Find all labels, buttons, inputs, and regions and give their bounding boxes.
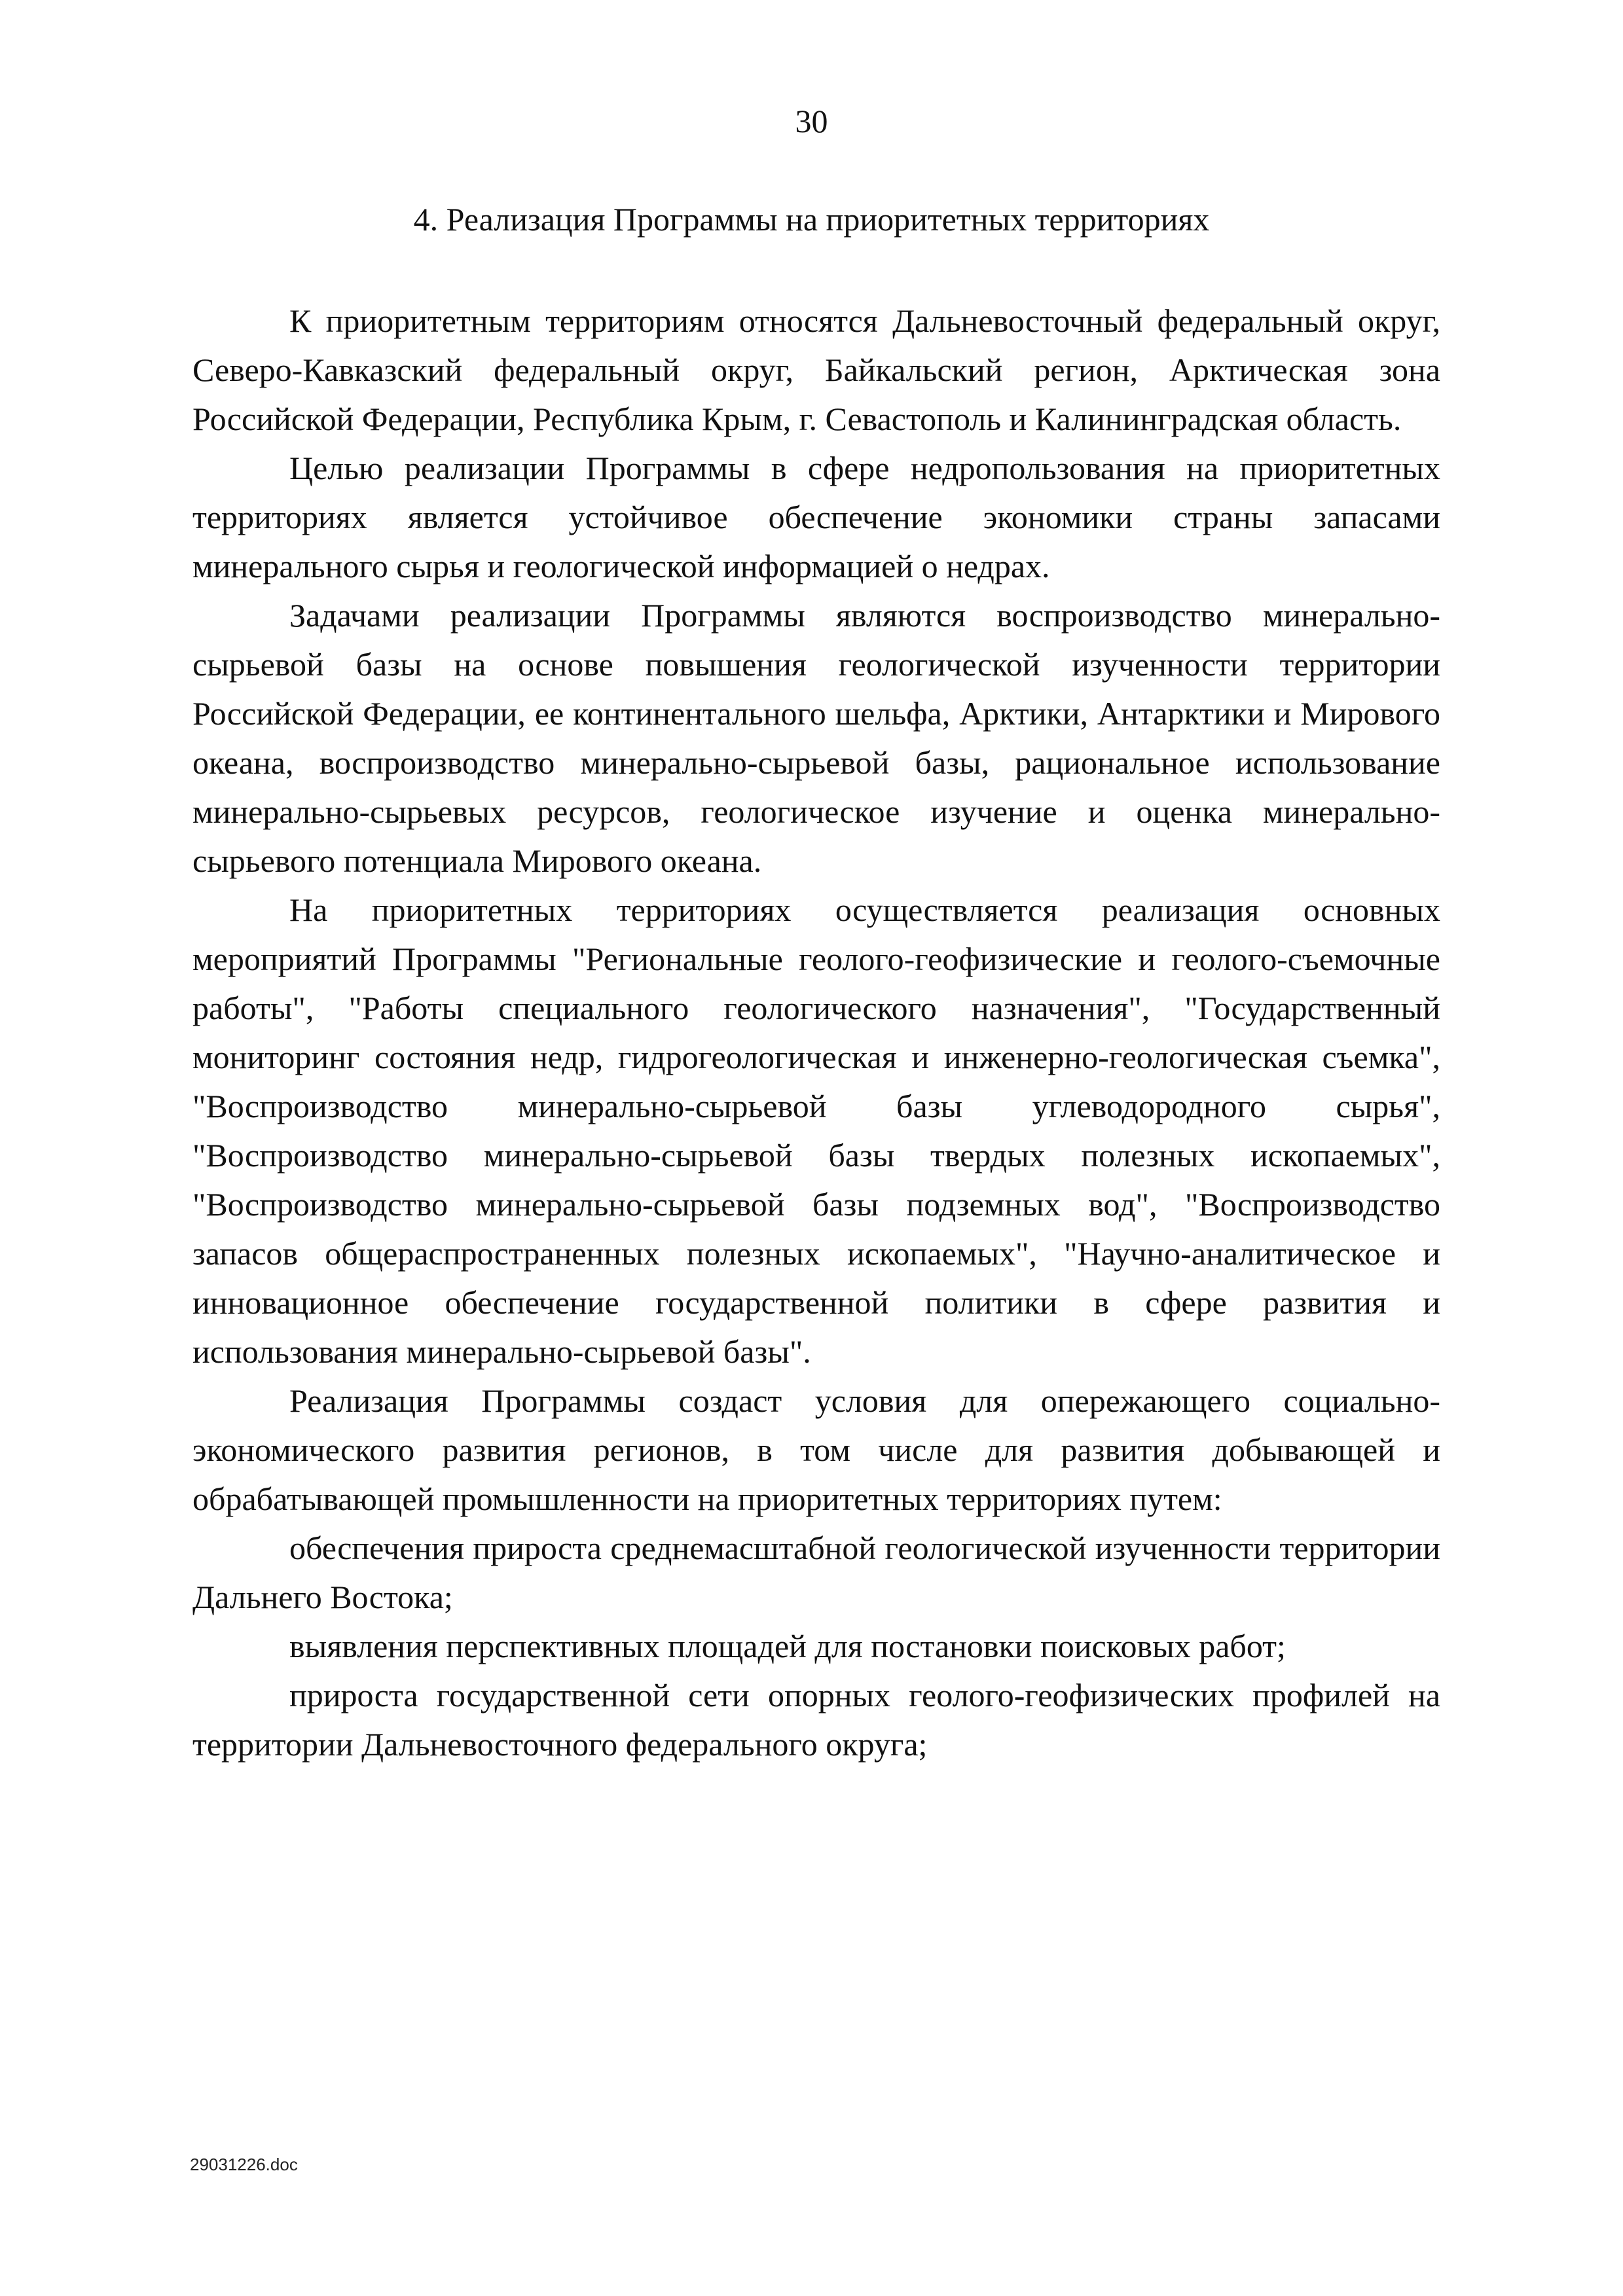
paragraph-priority-territories: К приоритетным территориям относятся Дальневосточный федеральный округ, Северо-Кавказский федеральный округ, Байкальский регион, Арктическая зона Российской Федерации, Республика Крым, г. Севастополь и Калининградская область. [192,302,1440,437]
paragraph-goal: Целью реализации Программы в сфере недропользования на приоритетных территориях является устойчивое обеспечение экономики страны запасами минерального сырья и геологической информацией о недрах. [192,450,1440,584]
paragraph-conditions: Реализация Программы создаст условия для опережающего социально-экономического развития регионов, в том числе для развития добывающей и обрабатывающей промышленности на приоритетных территориях путем: [192,1382,1440,1517]
paragraph-main-activities: На приоритетных территориях осуществляется реализация основных мероприятий Программы "Региональные геолого-геофизические и геолого-съемочные работы", "Работы специального геологического назначения", "Государственный мониторинг состояния недр, гидрогеологическая и инженерно-геологическая съемка", "Воспроизводство минерально-сырьевой базы углеводородного сырья", "Воспроизводство минерально-сырьевой базы твердых полезных ископаемых", "Воспроизводство минерально-сырьевой базы подземных вод", "Воспроизводство запасов общераспространенных полезных ископаемых", "Научно-аналитическое и инновационное обеспечение государственной политики в сфере развития и использования минерально-сырьевой базы". [192,891,1440,1370]
paragraph-tasks: Задачами реализации Программы являются воспроизводство минерально-сырьевой базы на основе повышения геологической изученности территории Российской Федерации, ее континентального шельфа, Арктики, Антарктики и Мирового океана, воспроизводство минерально-сырьевой базы, рациональное использование минерально-сырьевых ресурсов, геологическое изучение и оценка минерально-сырьевого потенциала Мирового океана. [192,597,1440,879]
section-title: 4. Реализация Программы на приоритетных территориях [413,201,1210,238]
list-item-geological-study: обеспечения прироста среднемасштабной геологической изученности территории Дальнего Востока; [192,1530,1440,1615]
document-file-code: 29031226.doc [190,2155,298,2174]
page-number: 30 [795,103,828,139]
body-text [192,296,1440,1769]
list-item-reference-profiles: прироста государственной сети опорных геолого-геофизических профилей на территории Дальневосточного федерального округа; [192,1677,1440,1763]
list-item-prospective-areas: выявления перспективных площадей для постановки поисковых работ; [289,1628,1286,1664]
